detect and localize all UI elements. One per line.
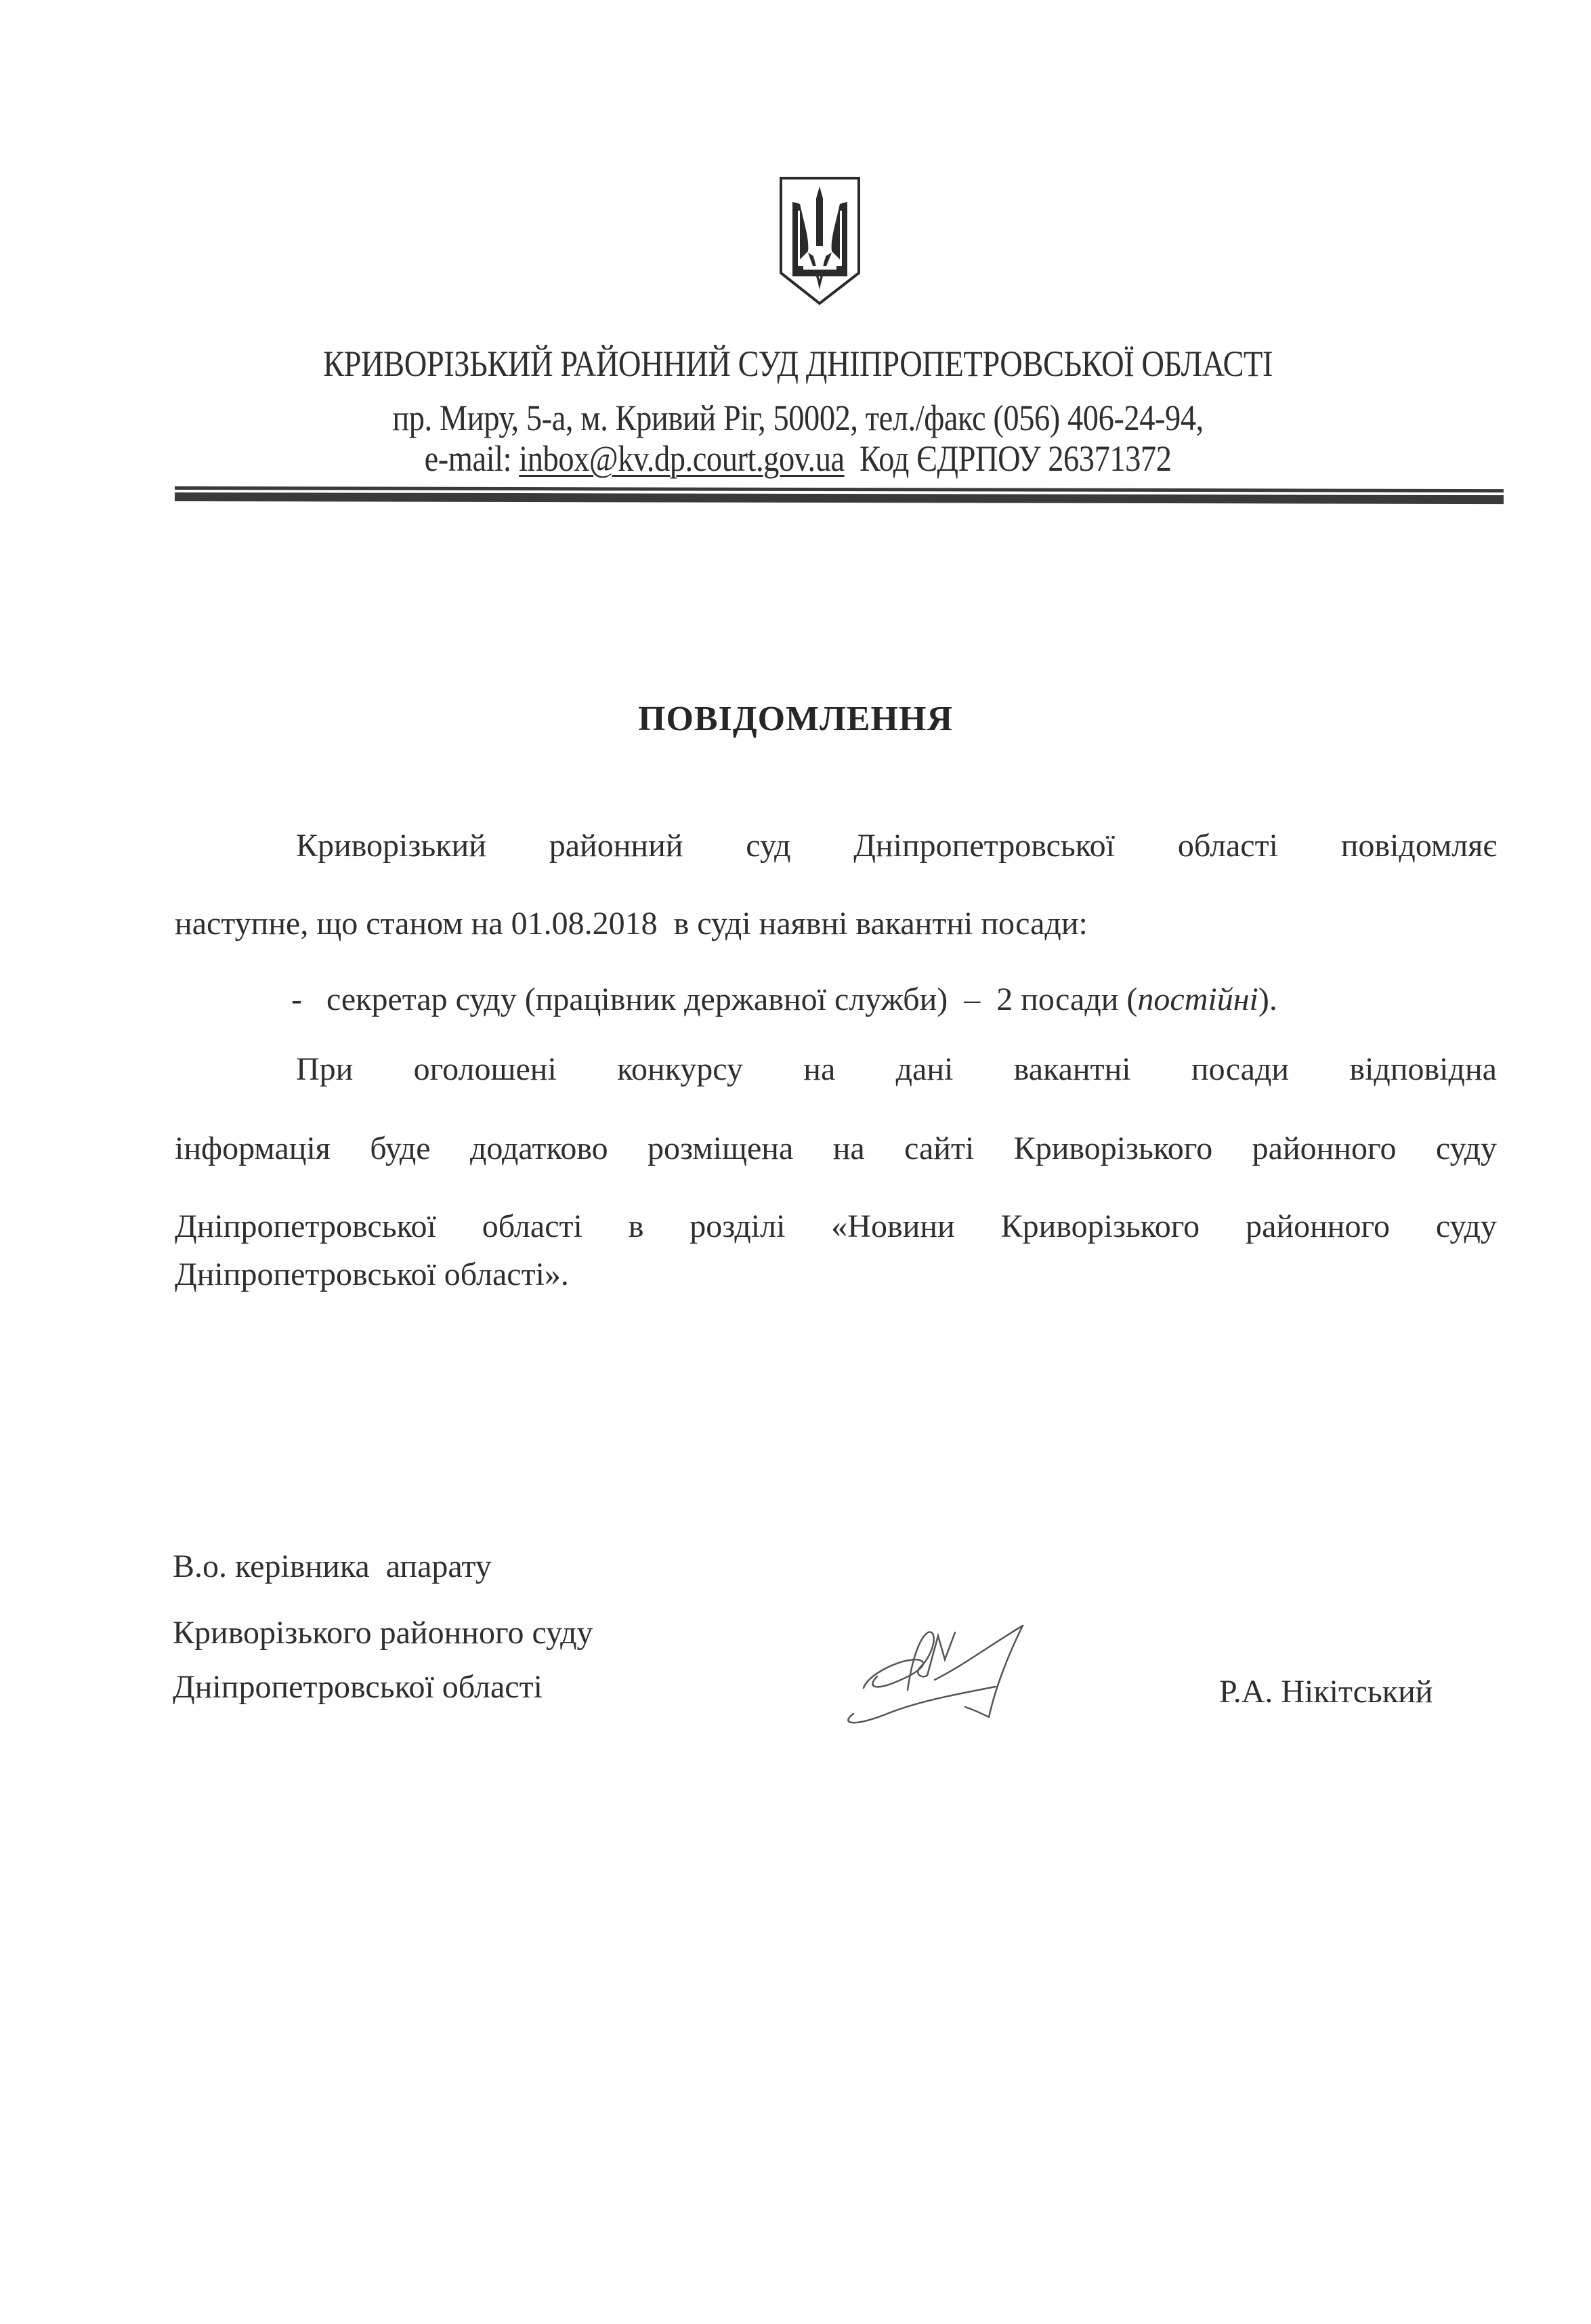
word: суду: [1435, 1131, 1497, 1166]
word: Криворізького: [1013, 1131, 1213, 1166]
handwritten-signature-icon: [826, 1612, 1084, 1727]
word: оголошені: [413, 1051, 557, 1087]
word: на: [832, 1131, 865, 1166]
word: на: [803, 1051, 836, 1087]
paragraph1-line1: [296, 830, 1497, 862]
word: Дніпропетровської: [853, 828, 1115, 864]
word: районного: [1252, 1131, 1397, 1166]
word: сайті: [904, 1131, 975, 1166]
organization-name: КРИВОРІЗЬКИЙ РАЙОННИЙ СУД ДНІПРОПЕТРОВСЬКОЇ ОБЛАСТІ: [323, 343, 1273, 384]
word: Криворізького: [1000, 1208, 1200, 1244]
trident-emblem-icon: [774, 171, 866, 307]
letterhead-rule-thin: [175, 486, 1504, 492]
address-line: пр. Миру, 5-а, м. Кривий Ріг, 50002, тел./факс (056) 406-24-94,: [392, 398, 1204, 438]
word: в: [628, 1208, 644, 1244]
word: розміщена: [648, 1131, 794, 1166]
word: Дніпропетровської: [175, 1208, 436, 1244]
paragraph2-line1: [296, 1053, 1497, 1086]
signer-position-line1: В.о. керівника апарату: [173, 1548, 492, 1584]
paragraph2-line4: Дніпропетровської області».: [175, 1256, 569, 1292]
word: розділі: [690, 1208, 786, 1244]
word: суду: [1435, 1208, 1497, 1244]
signer-position-line3: Дніпропетровської області: [173, 1669, 543, 1705]
word: повідомляє: [1340, 828, 1497, 864]
word: інформація: [175, 1131, 331, 1166]
email-link[interactable]: inbox@kv.dp.court.gov.ua: [519, 438, 845, 479]
word: буде: [370, 1131, 431, 1166]
paragraph1-line2: наступне, що станом на 01.08.2018 в суді наявні вакантні посади:: [175, 906, 1088, 942]
word: Криворізький: [296, 828, 486, 864]
word: посади: [1191, 1051, 1290, 1087]
bullet-dash: -: [291, 981, 302, 1017]
contact-line: [114, 440, 1482, 477]
document-title: ПОВІДОМЛЕННЯ: [638, 700, 953, 738]
vacancy-list-item: [291, 981, 1277, 1017]
word: При: [296, 1051, 354, 1087]
word: дані: [895, 1051, 954, 1087]
paragraph2-line3: [175, 1210, 1497, 1243]
word: області: [482, 1208, 582, 1244]
vacancy-position: секретар суду (працівник державної служби) – 2 посади (: [326, 981, 1138, 1017]
word: відповідна: [1349, 1051, 1497, 1087]
word: вакантні: [1013, 1051, 1131, 1087]
vacancy-type: постійні: [1137, 981, 1258, 1017]
paragraph2-line2: [175, 1133, 1497, 1165]
word: районного: [1246, 1208, 1390, 1244]
letterhead-rule-thick: [175, 492, 1504, 504]
email-label: e-mail:: [424, 438, 519, 479]
word: додатково: [469, 1131, 608, 1166]
signer-name: Р.А. Нікітський: [1219, 1674, 1433, 1710]
vacancy-close: ).: [1258, 981, 1277, 1017]
word: районний: [549, 828, 683, 864]
edrpou-code: Код ЄДРПОУ 26371372: [860, 438, 1172, 479]
word: «Новини: [831, 1208, 955, 1244]
signer-position-line2: Криворізького районного суду: [173, 1615, 593, 1651]
word: конкурсу: [617, 1051, 743, 1087]
word: області: [1177, 828, 1278, 864]
word: суд: [746, 828, 791, 864]
